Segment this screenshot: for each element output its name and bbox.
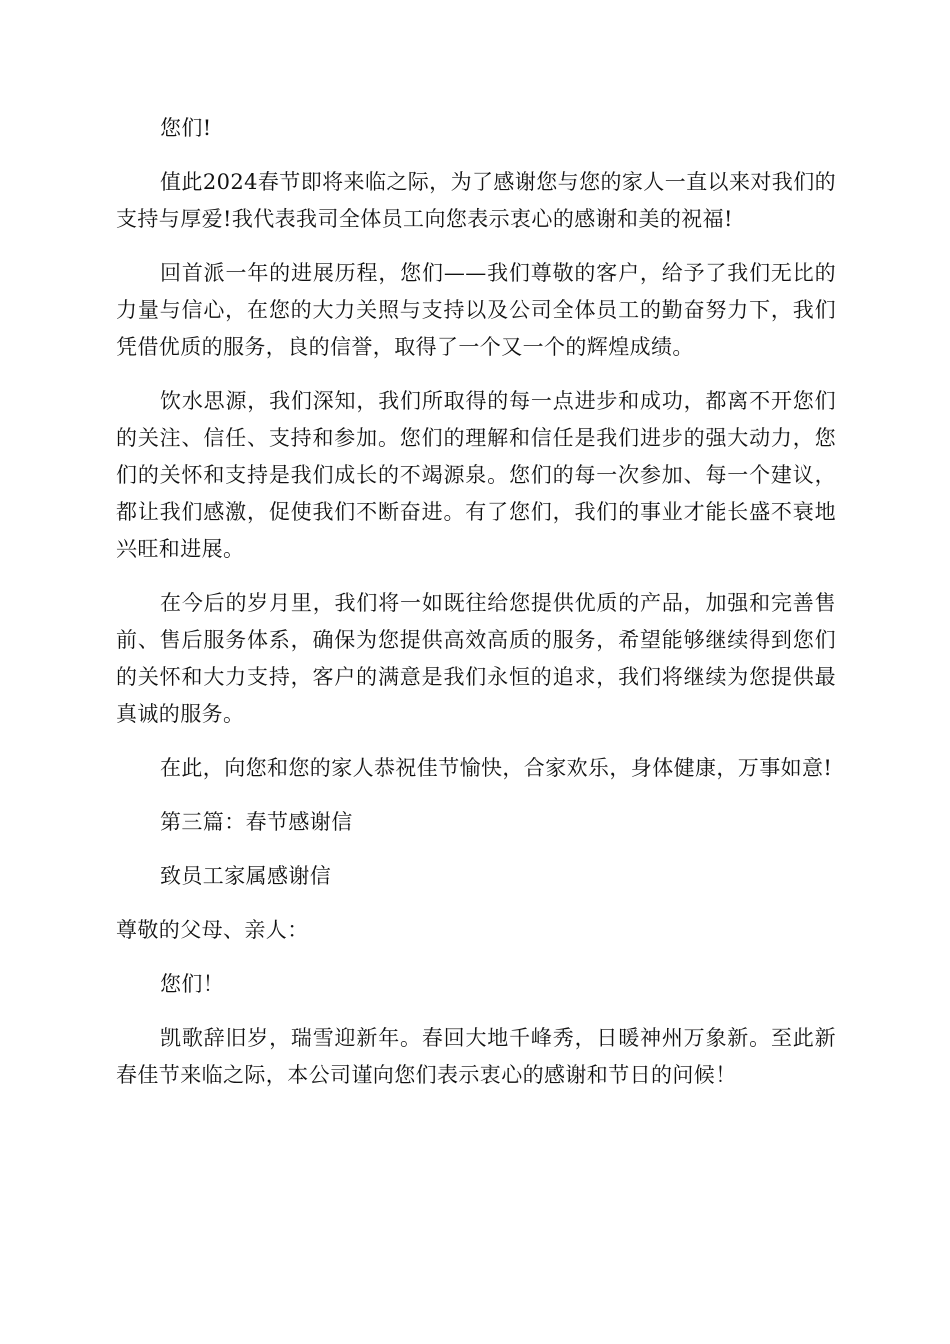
paragraph-thanks: 值此2024春节即将来临之际，为了感谢您与您的家人一直以来对我们的支持与厚爱!我代表我司全体员工向您表示衷心的感谢和美的祝福! (116, 170, 836, 231)
paragraph-greeting-2: 您们！ (160, 972, 225, 996)
paragraph-review: 回首派一年的进展历程，您们——我们尊敬的客户，给予了我们无比的力量与信心，在您的大力关照与支持以及公司全体员工的勤奋努力下，我们凭借优质的服务，良的信誉，取得了一个又一个的辉煌成绩。 (116, 261, 836, 359)
section-heading: 第三篇：春节感谢信 (160, 810, 353, 834)
letter-title: 致员工家属感谢信 (160, 864, 332, 888)
paragraph-new-year: 凯歌辞旧岁，瑞雪迎新年。春回大地千峰秀，日暖神州万象新。至此新春佳节来临之际，本公司谨向您们表示衷心的感谢和节日的问候！ (116, 1026, 836, 1087)
paragraph-wishes: 在此，向您和您的家人恭祝佳节愉快，合家欢乐，身体健康，万事如意! (160, 756, 833, 780)
document-page (116, 110, 836, 1111)
paragraph-gratitude: 饮水思源，我们深知，我们所取得的每一点进步和成功，都离不开您们的关注、信任、支持和参加。您们的理解和信任是我们进步的强大动力，您们的关怀和支持是我们成长的不竭源泉。您们的每一次参加、每一个建议，都让我们感激，促使我们不断奋进。有了您们，我们的事业才能长盛不衰地兴旺和进展。 (116, 389, 836, 561)
salutation: 尊敬的父母、亲人： (116, 918, 309, 942)
paragraph-future: 在今后的岁月里，我们将一如既往给您提供优质的产品，加强和完善售前、售后服务体系，确保为您提供高效高质的服务，希望能够继续得到您们的关怀和大力支持，客户的满意是我们永恒的追求，我们将继续为您提供最真诚的服务。 (116, 591, 836, 726)
paragraph-greeting: 您们! (160, 116, 212, 140)
